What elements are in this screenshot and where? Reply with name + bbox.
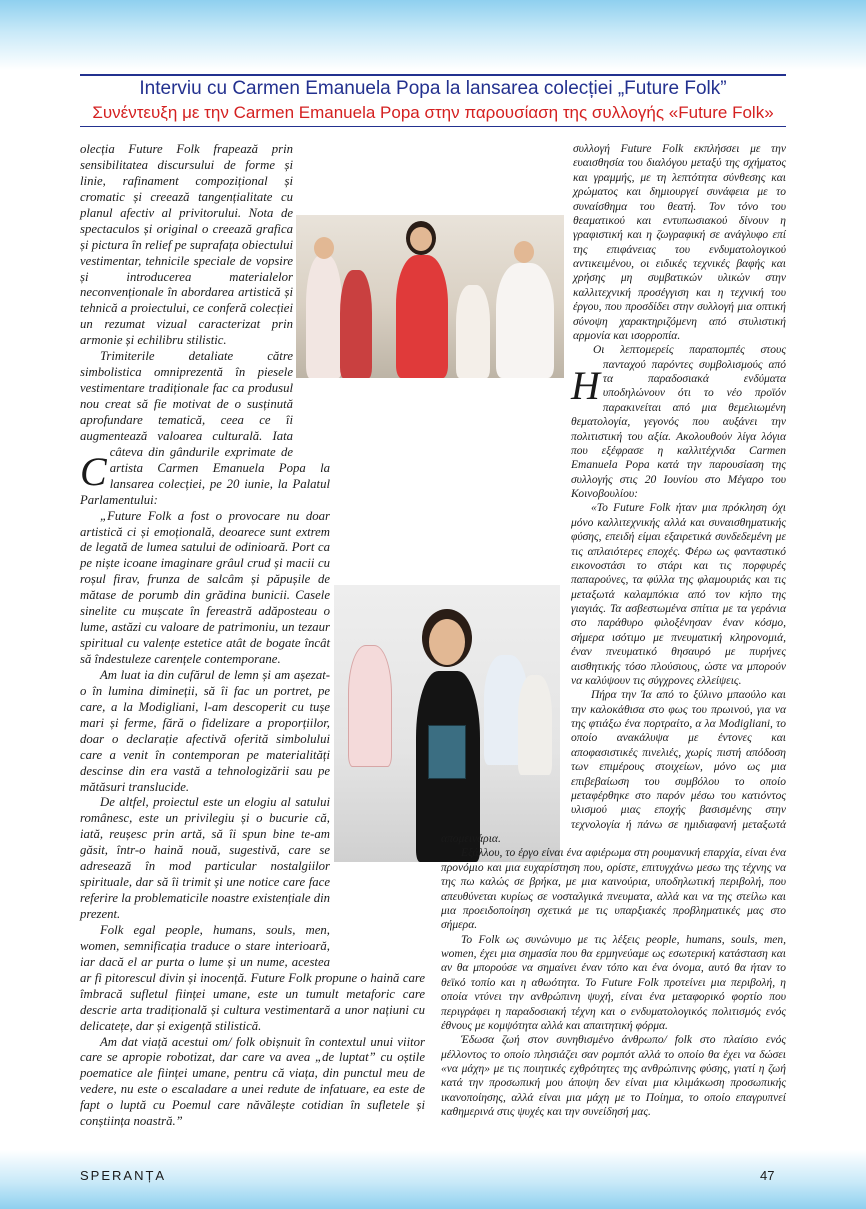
- gr-dropcap: Η: [571, 363, 600, 408]
- top-decorative-band: [0, 0, 866, 70]
- photo1-wrap-space-r: [441, 238, 573, 368]
- ro-paragraph-1: C olecția Future Folk frapează prin sensibilitatea discursului de forme și linie, rafinament compozițional și cromatic și creează tangențialitate cu planul afectiv al privitorului. Nota de spectaculos și original o creează grafica și pictura în relief pe suprafața obiectului vestimentar, tehnicile speciale de vopsire și introducerea materialelor neconvenționale în abordarea artistică și tehnică a proiectului, ce conferă colecției un rezumat vizual caracterizat prin armonie și echilibru stilistic.: [80, 142, 293, 494]
- page-number: 47: [760, 1168, 775, 1183]
- ro-dropcap: C: [80, 449, 107, 494]
- left-column-ro: [80, 142, 425, 1132]
- gr-paragraph-5: Εξάλλου, το έργο είναι ένα αφιέρωμα στη ρουμανική επαρχία, είναι ένα προνόμιο και μια ευχαρίστηση που, ορίστε, επιτυγχάνω μεσω της τέχνης να της πω καλώς σε βρήκα, με μια καινούρια, υποδηλωτική περιβολή, που απευθύνεται κυρίως σε νοσταλγικά πνευματα, αλλά και να της στείλω και μια προειδοποίηση σχετικά με τις υπαρξιακές προβληματικές μας στο σήμερα.: [441, 847, 786, 932]
- gr-paragraph-3: «Το Future Folk ήταν μια πρόκληση όχι μόνο καλλιτεχνικής αλλά και συναισθηματικής φύσης, επειδή είμαι εξαιρετικά συνδεδεμένη με τις απλαιότερες εποχές. Φέρω ως φανταστικό εικονοστάσι το στάρι και τις πορφυρές παπαρούνες, τα φύλλα της φλαμουριάς και τις μεταξωτά καλαμπόκια από τον κήπο της γιαγιάς. Τα ασβεστωμένα σπίτια με τα γεράνια στο παράθυρο φιλοξένησαν έναν κόσμο, σήμερα ισότιμο με πνευματική κληρονομιά, έναν πνευματικό θησαυρό με πυρήνες αισθητικής τόσο πλούσιους, ώστε να μπορούν να καλύψουν τις σύγχρονες ελλείψεις.: [571, 502, 786, 687]
- magazine-name: SPERANȚA: [80, 1168, 167, 1183]
- header-rule-top: [80, 74, 786, 76]
- ro-paragraph-2: Trimiterile detaliate către simbolistica omniprezentă în piesele vestimentare tradiționale fac ca produsul nou creat să fie motivat de o susținută aprofundare tematică, ceea ce îi augmentează valoarea culturală. Iata câteva din gândurile exprimate de artista Carmen Emanuela Popa la lansarea colecției, pe 20 iunie, la Palatul Parlamentului:: [80, 349, 330, 507]
- gr-paragraph-2: Οι λεπτομερείς παραπομπές στους πανταχού παρόντες συμβολισμούς από τα παραδοσιακά ενδύματα υποδηλώνουν ότι το νέο προϊόν παρακινείται από μια θεμελιωμένη θεματολογία, γεγονός που αυξάνει την πολιτιστική του αξία. Ακολουθούν λίγα λόγια που εξέφρασε η καλλιτέχνιδα Carmen Emanuela Popa κατά την παρουσίαση της συλλογής στις 20 Ιουνίου στο Μέγαρο του Κοινοβουλίου:: [571, 344, 786, 500]
- ro-paragraph-4: Am luat ia din cufărul de lemn și am așezat-o în lumina dimineții, să îi fac un portret, pe care, a la Modigliani, l-am descoperit cu tușe mari și ferme, fără o fidelizare a proporțiilor, doar o declarație afectivă oferită simbolului care a venit în contemporan pe materialități descinse din era vastă a tehnologizării sau pe mătăsuri translucide.: [80, 667, 330, 794]
- photo2-wrap-space-r: [441, 588, 571, 818]
- ro-paragraph-7: Am dat viață acestui om/ folk obișnuit în contextul unui viitor care se apropie robotizat, dar care va avea „de luptat” cu oștile poematice ale ființei umane, pentru că viața, din punctul meu de vedere, nu este o escaladare a unei redute de infatuare, ea este de fapt o luptă cu Poemul care năvălește cotidian în sufletele și conștiința noastră.”: [80, 1034, 425, 1129]
- gr-paragraph-6: Το Folk ως συνώνυμο με τις λέξεις people, humans, souls, men, women, έχει μια σημασία που θα ερμηνεύαμε ως εσωτερική κατάσταση και αν θα μπορούσε να σημαίνει έναν τόπο και ένα όνομα, αυτό θα ήταν το θεϊκό τοπίο και η αθωότητα. Το Future Folk προτείνει μια περιβολή, η οποία ντύνει την ανθρώπινη ψυχή, είναι ένα μεταφορικό φορτίο που περιγράφει η παραδοσιακή τέχνη και ο ενδυματολογικός πολιτισμός ενός έθνους με κομψότητα αλλά και απαιτητική φόρμα.: [441, 933, 786, 1032]
- gr-paragraph-4: Πήρα την Ία από το ξύλινο μπαούλο και την καλοκάθισα στο φως του πρωινού, για να της φτιάξω ένα πορτραίτο, α λα Modigliani, το οποίο ανακάλυψα με έντονες και αποφασιστικές πινελιές, χωρίς πιστή απόδοση των επιμέρους στοιχείων, μόνο ως μια επιβεβαίωση του συμβόλου το οποίο μεταφέρθηκε στο παρόν μέσω του κατιόντος υλισμού μιας εποχής βασισμένης στην τεχνολογία ή πάνω σε ημιδιαφανή μεταξωτά απομεινάρια.: [441, 689, 786, 845]
- photo2-wrap-space: [330, 641, 425, 955]
- gr-paragraph-1: Η συλλογή Future Folk εκπλήσσει με την ευαισθησία του διαλόγου μεταξύ της σχήματος και γραμμής, με τη λεπτότητα σύνθεσης και χρώματος και δημιουργεί συνάφεια με το συναίσθημα του θεατή. Τον τόνο του θεαματικού και εντυπωσιακού δίνουν η γραφιστική και η ζωγραφική σε ανάγλυφο επί της επιφάνειας του ενδυματολογικού αντικειμένου, οι ειδικές τεχνικές βαφής και χρήσης μη συμβατικών υλικών στην καλλιτεχνική προσέγγιση και η τεχνική του έργου, που προσδίδει στην συλλογή μια οπτική σύνοψη χαρακτηριζόμενη από στυλιστική αρμονία και ισορροπία.: [571, 143, 786, 408]
- gr-paragraph-7: Έδωσα ζωή στον συνηθισμένο άνθρωπο/ folk στο πλαίσιο ενός μέλλοντος το οποίο πλησιάζει σαν ρομπότ αλλά το οποίο θα έχει να δώσει «να μάχη» με τις ποιητικές εχθρότητες της ανθρώπινης φύσης, γιατί η ζωή κατά την προσωπική μου άποψη δεν είναι μια κλιμάκωση προσωπικής ικανοποίησης, αλλά είναι μια μάχη με το Ποίημα, το οποίο επαγρυπνεί καθημερινά στις ψυχές και την συνείδησή μας.: [441, 1034, 786, 1119]
- title-romanian: Interviu cu Carmen Emanuela Popa la lansarea colecției „Future Folk”: [139, 78, 727, 99]
- header-rule-bottom: [80, 126, 786, 127]
- ro-paragraph-5: De altfel, proiectul este un elogiu al satului românesc, este un privilegiu și o bucurie că, iată, reușesc prin artă, să îi spun bine te-am găsit, într-o haină nouă, sugestivă, care se adresează în mod particular nostalgiilor spirituale, dar să îi trimit și une notice care face referire la problematicile noastre existențiale din prezent.: [80, 795, 330, 921]
- photo1-wrap-space: [293, 214, 425, 454]
- title-greek: Συνέντευξη με την Carmen Emanuela Popa στην παρουσίαση της συλλογής «Future Folk»: [92, 103, 774, 122]
- ro-paragraph-3: „Future Folk a fost o provocare nu doar artistică ci și emoțională, deoarece sunt extrem de legată de lumea satului de odinioară. Port ca pe niște icoane imaginare grâul crud și macii cu roșul firav, frunza de salcâm și păpușile de mătase de porumb din grădina bunicii. Casele sinelite cu mușcate în fereastră adăposteau o lume, astăzi cu valoare de patrimoniu, un tezaur spiritual cu valențe estetice atât de bogate încât să îndestuleze carențele contemporane.: [80, 508, 330, 666]
- right-column-gr: [441, 142, 786, 1132]
- ro-paragraph-6: Folk egal people, humans, souls, men, women, semnificația traduce o stare interioară, iar dacă el ar purta o lume și un nume, acestea ar fi pitorescul divin și inocență. Future Folk propune o haină care îmbracă sufletul ființei umane, este un tumult metaforic care descrie arta tradițională și cultura vestimentară a unor națiuni cu delicatețe, dar și exigență stilistică.: [80, 922, 425, 1033]
